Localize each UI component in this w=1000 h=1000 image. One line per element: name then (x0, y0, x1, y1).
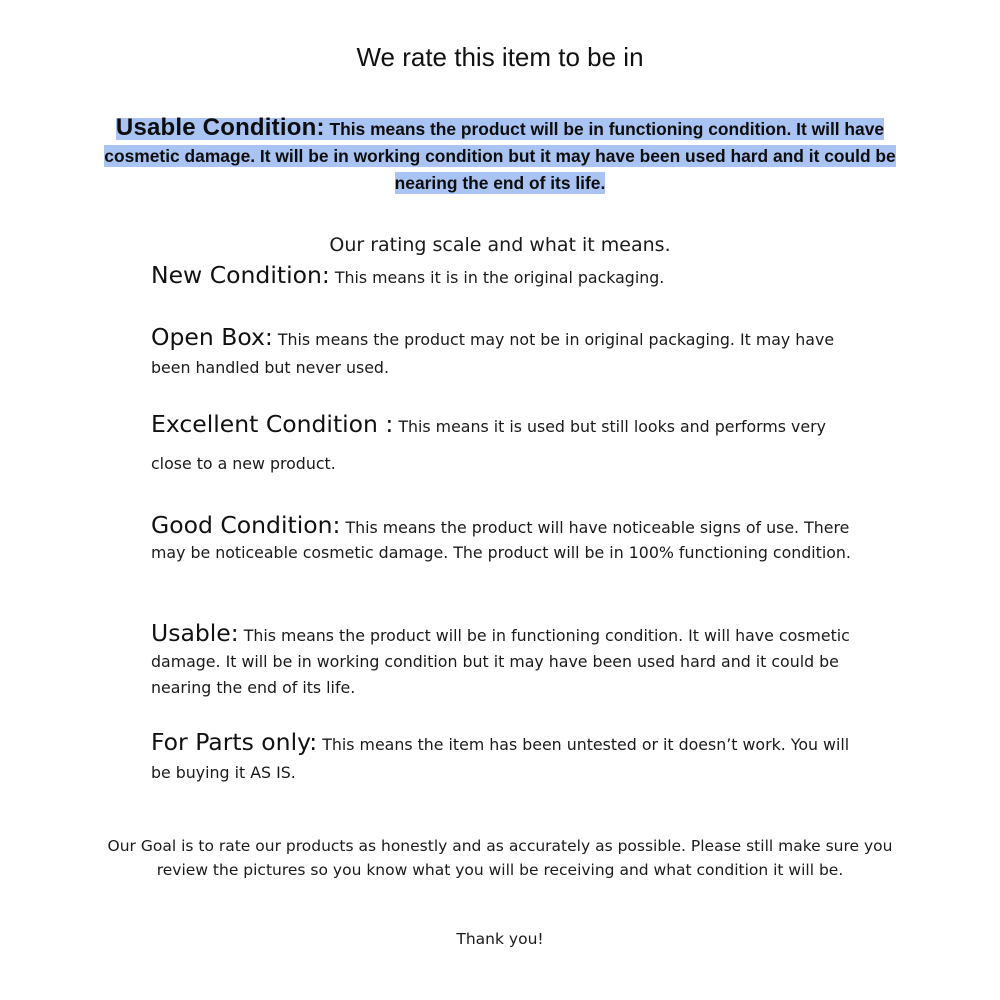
rating-term: New Condition: (151, 261, 330, 289)
rating-entry-good (151, 513, 861, 565)
headline: We rate this item to be in (356, 42, 644, 72)
goal-statement: Our Goal is to rate our products as honestly and as accurately as possible. Please still make sure you review the pictures so you know what you will be receiving and what condition it will be. (107, 837, 893, 879)
current-rating-term: Usable Condition: (115, 114, 325, 141)
rating-entry-new (151, 263, 861, 290)
rating-term: Good Condition: (151, 511, 341, 539)
rating-entry-usable (151, 620, 861, 701)
rating-description: This means the item has been untested or it doesn’t work. You will be buying it AS IS. (151, 735, 850, 782)
scale-title: Our rating scale and what it means. (329, 234, 671, 256)
rating-term: Excellent Condition : (151, 410, 394, 438)
rating-description: This means it is used but still looks and performs very close to a new product. (151, 417, 826, 473)
rating-description: This means the product will have noticeable signs of use. There may be noticeable cosmetic damage. The product will be in 100% functioning condition. (151, 518, 851, 562)
thank-you: Thank you! (456, 930, 544, 948)
rating-entry-excellent (151, 406, 861, 482)
rating-description: This means the product may not be in original packaging. It may have been handled but never used. (151, 330, 835, 377)
rating-entry-for-parts (151, 728, 861, 787)
rating-description: This means it is in the original packaging. (334, 268, 665, 287)
rating-description: This means the product will be in functioning condition. It will have cosmetic damage. It will be in working condition but it may have been used hard and it could be nearing the end of its life. (151, 626, 850, 697)
current-rating-description: This means the product will be in functioning condition. It will have cosmetic damage. It will be in working condition but it may have been used hard and it could be nearing the end of its life. (104, 119, 896, 193)
rating-entry-open-box (151, 323, 861, 382)
rating-term: Open Box: (151, 323, 273, 351)
rating-term: Usable: (151, 619, 239, 647)
rating-term: For Parts only: (151, 728, 318, 756)
current-rating (100, 114, 900, 197)
current-rating-highlight (104, 114, 896, 194)
